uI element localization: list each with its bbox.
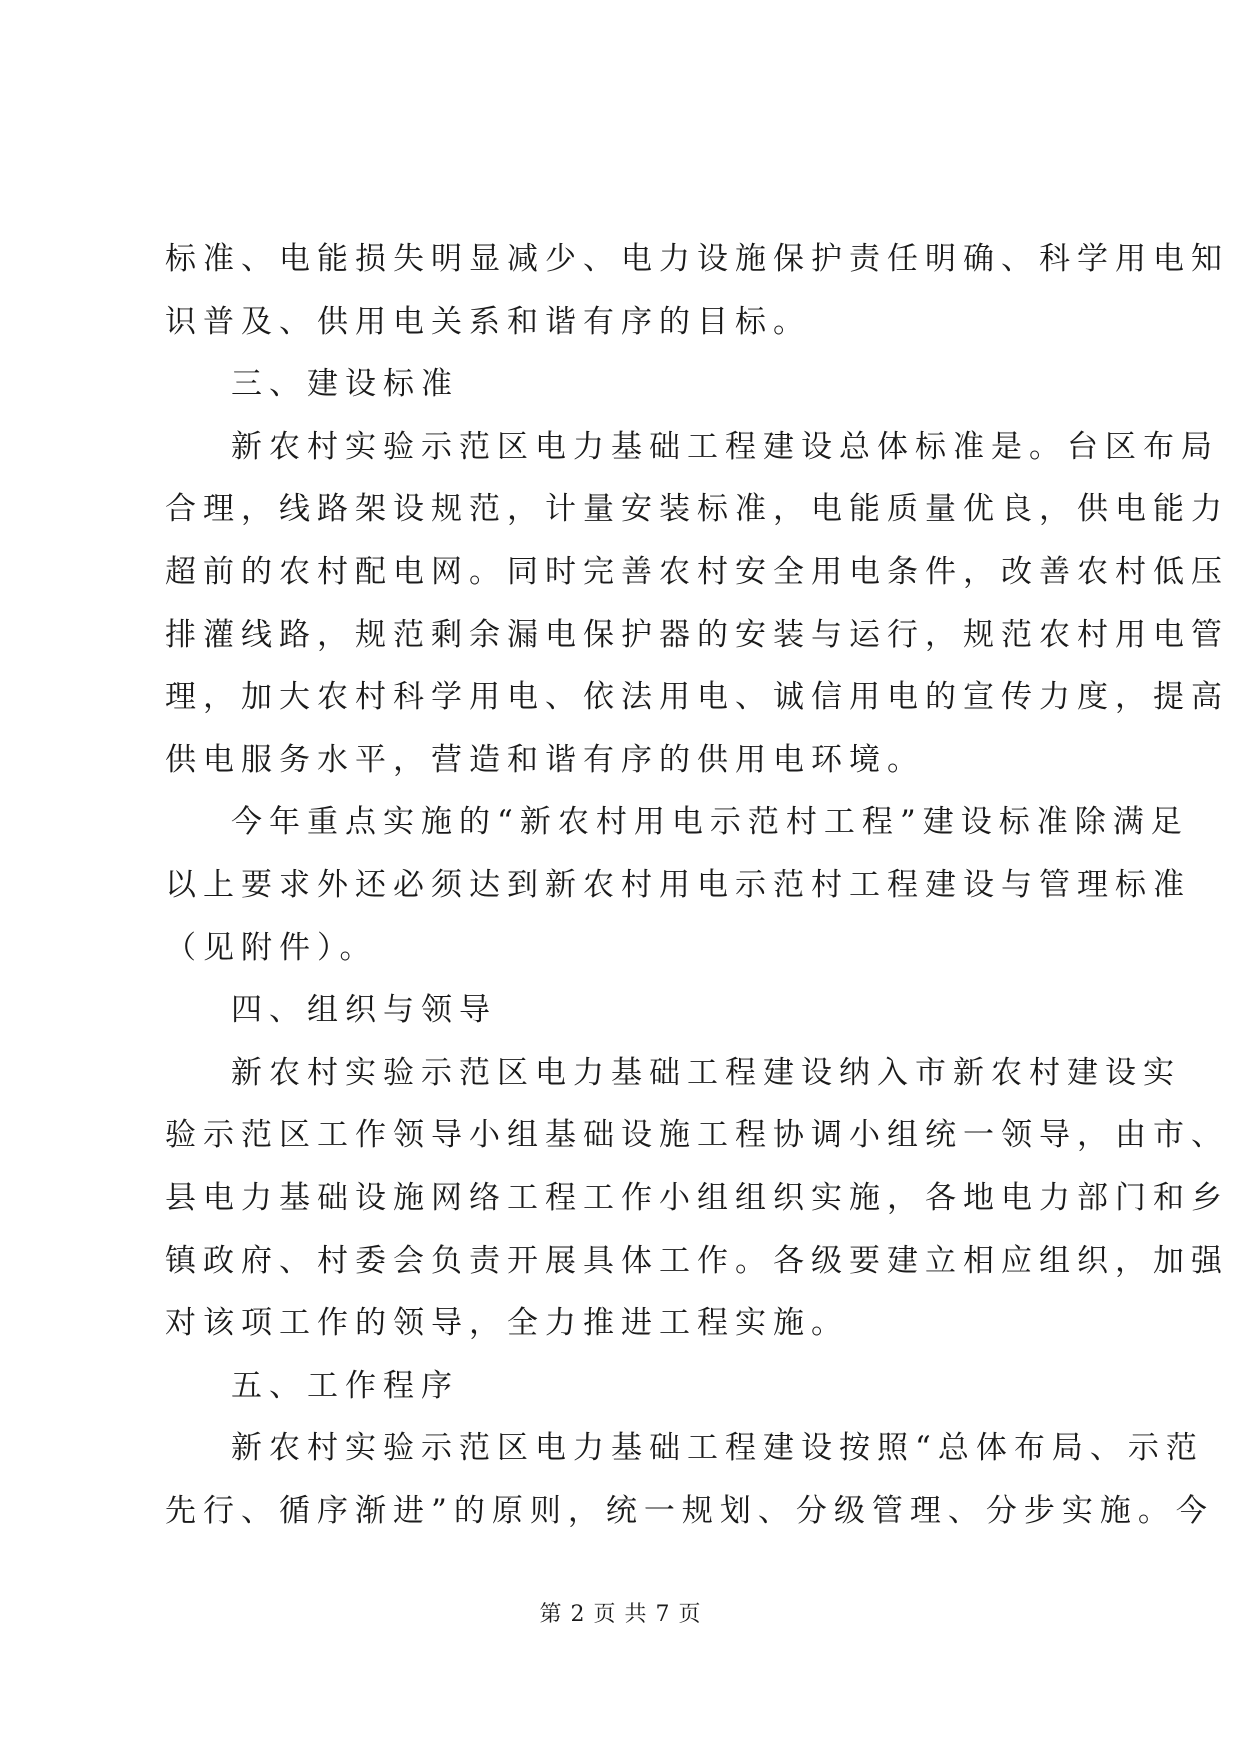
text-line: 供电服务水平，营造和谐有序的供用电环境。 — [165, 741, 925, 778]
text-line: 验示范区工作领导小组基础设施工程协调小组统一领导，由市、 — [165, 1117, 1229, 1154]
page-number-footer: 第 2 页 共 7 页 — [539, 1602, 702, 1627]
text-line: 排灌线路，规范剩余漏电保护器的安装与运行，规范农村用电管 — [165, 616, 1229, 653]
text-line: 识普及、供用电关系和谐有序的目标。 — [165, 303, 811, 340]
section-heading: 四、组织与领导 — [231, 992, 497, 1029]
text-line: 标准、电能损失明显减少、电力设施保护责任明确、科学用电知 — [165, 241, 1229, 277]
text-line: 对该项工作的领导，全力推进工程实施。 — [165, 1305, 849, 1342]
text-line: 县电力基础设施网络工程工作小组组织实施，各地电力部门和乡 — [165, 1179, 1229, 1216]
document-body — [165, 228, 1229, 1542]
text-line: 理，加大农村科学用电、依法用电、诚信用电的宣传力度，提高 — [165, 679, 1229, 716]
text-line: 先行、循序渐进”的原则，统一规划、分级管理、分步实施。今 — [165, 1492, 1214, 1529]
paragraph-first-line: 新农村实验示范区电力基础工程建设按照“总体布局、示范 — [231, 1430, 1204, 1467]
paragraph-first-line: 今年重点实施的“新农村用电示范村工程”建设标准除满足 — [231, 804, 1189, 841]
paragraph-first-line: 新农村实验示范区电力基础工程建设总体标准是。台区布局 — [231, 428, 1219, 465]
section-heading: 三、建设标准 — [231, 366, 459, 403]
section-heading: 五、工作程序 — [231, 1367, 459, 1404]
text-line: （见附件）。 — [165, 929, 378, 966]
text-line: 超前的农村配电网。同时完善农村安全用电条件，改善农村低压 — [165, 553, 1229, 590]
text-line: 镇政府、村委会负责开展具体工作。各级要建立相应组织，加强 — [165, 1242, 1229, 1279]
text-line: 合理，线路架设规范，计量安装标准，电能质量优良，供电能力 — [165, 491, 1229, 528]
paragraph-first-line: 新农村实验示范区电力基础工程建设纳入市新农村建设实 — [231, 1054, 1181, 1091]
text-line: 以上要求外还必须达到新农村用电示范村工程建设与管理标准 — [165, 866, 1191, 903]
